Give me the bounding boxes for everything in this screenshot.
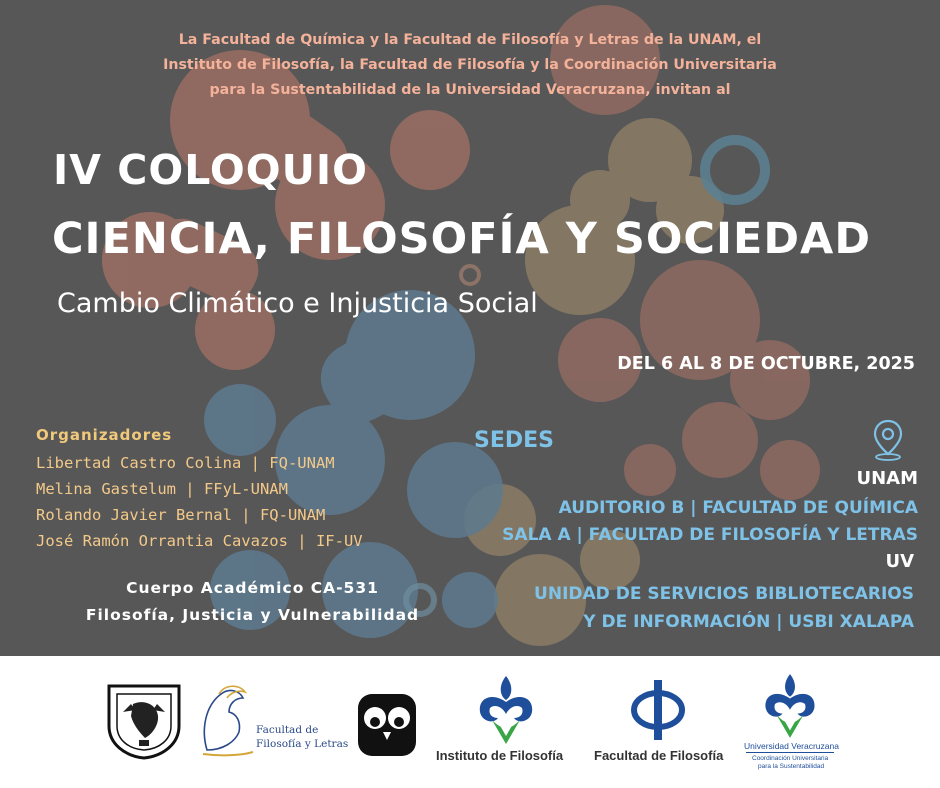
academic-body-code: Cuerpo Académico CA-531 — [126, 579, 379, 597]
universidad-veracruzana-logo — [760, 672, 820, 740]
ffyl-logo-text: Filosofía y Letras — [256, 738, 349, 750]
venue-unam-room: SALA A | FACULTAD DE FILOSOFÍA Y LETRAS — [502, 525, 918, 545]
event-dates: DEL 6 AL 8 DE OCTUBRE, 2025 — [617, 354, 915, 374]
venues-heading: SEDES — [474, 428, 555, 453]
venue-uv-label: UV — [885, 551, 914, 572]
uv-logo-divider — [746, 752, 834, 753]
academic-body-name: Filosofía, Justicia y Vulnerabilidad — [85, 606, 420, 624]
event-subtitle: Cambio Climático e Injusticia Social — [57, 288, 538, 319]
venue-uv-line: Y DE INFORMACIÓN | USBI XALAPA — [583, 612, 914, 632]
owl-logo — [356, 692, 418, 758]
venue-unam-room: AUDITORIO B | FACULTAD DE QUÍMICA — [558, 498, 918, 518]
organizer-name: Libertad Castro Colina | FQ-UNAM — [36, 454, 335, 472]
ffyl-minerva-logo — [195, 680, 255, 758]
facultad-filosofia-text: Facultad de Filosofía — [594, 748, 724, 763]
location-pin-icon — [870, 418, 906, 462]
invitation-line: La Facultad de Química y la Facultad de Filosofía y Letras de la UNAM, el — [178, 32, 762, 48]
unam-seal-logo — [103, 682, 185, 760]
logos-strip — [0, 656, 940, 788]
venue-unam-label: UNAM — [856, 468, 918, 489]
uv-logo-subtitle: para la Sustentabilidad — [758, 763, 825, 770]
invitation-line: Instituto de Filosofía, la Facultad de Filosofía y la Coordinación Universitaria — [163, 57, 777, 73]
uv-logo-name: Universidad Veracruzana — [744, 741, 839, 751]
event-edition-title: IV COLOQUIO — [53, 146, 368, 194]
organizer-name: José Ramón Orrantia Cavazos | IF-UV — [36, 532, 363, 550]
organizer-name: Melina Gastelum | FFyL-UNAM — [36, 480, 288, 498]
invitation-line: para la Sustentabilidad de la Universidad Veracruzana, invitan al — [209, 82, 731, 98]
event-main-title: CIENCIA, FILOSOFÍA Y SOCIEDAD — [52, 214, 872, 264]
ffyl-logo-text: Facultad de — [256, 724, 319, 736]
invitation-text — [0, 28, 940, 103]
venue-uv-line: UNIDAD DE SERVICIOS BIBLIOTECARIOS — [534, 584, 914, 604]
organizer-name: Rolando Javier Bernal | FQ-UNAM — [36, 506, 326, 524]
instituto-filosofia-logo — [474, 674, 538, 746]
uv-logo-subtitle: Coordinación Universitaria — [752, 755, 829, 762]
instituto-filosofia-text: Instituto de Filosofía — [436, 748, 564, 763]
facultad-filosofia-phi-logo — [628, 676, 688, 744]
organizers-heading: Organizadores — [36, 426, 173, 444]
